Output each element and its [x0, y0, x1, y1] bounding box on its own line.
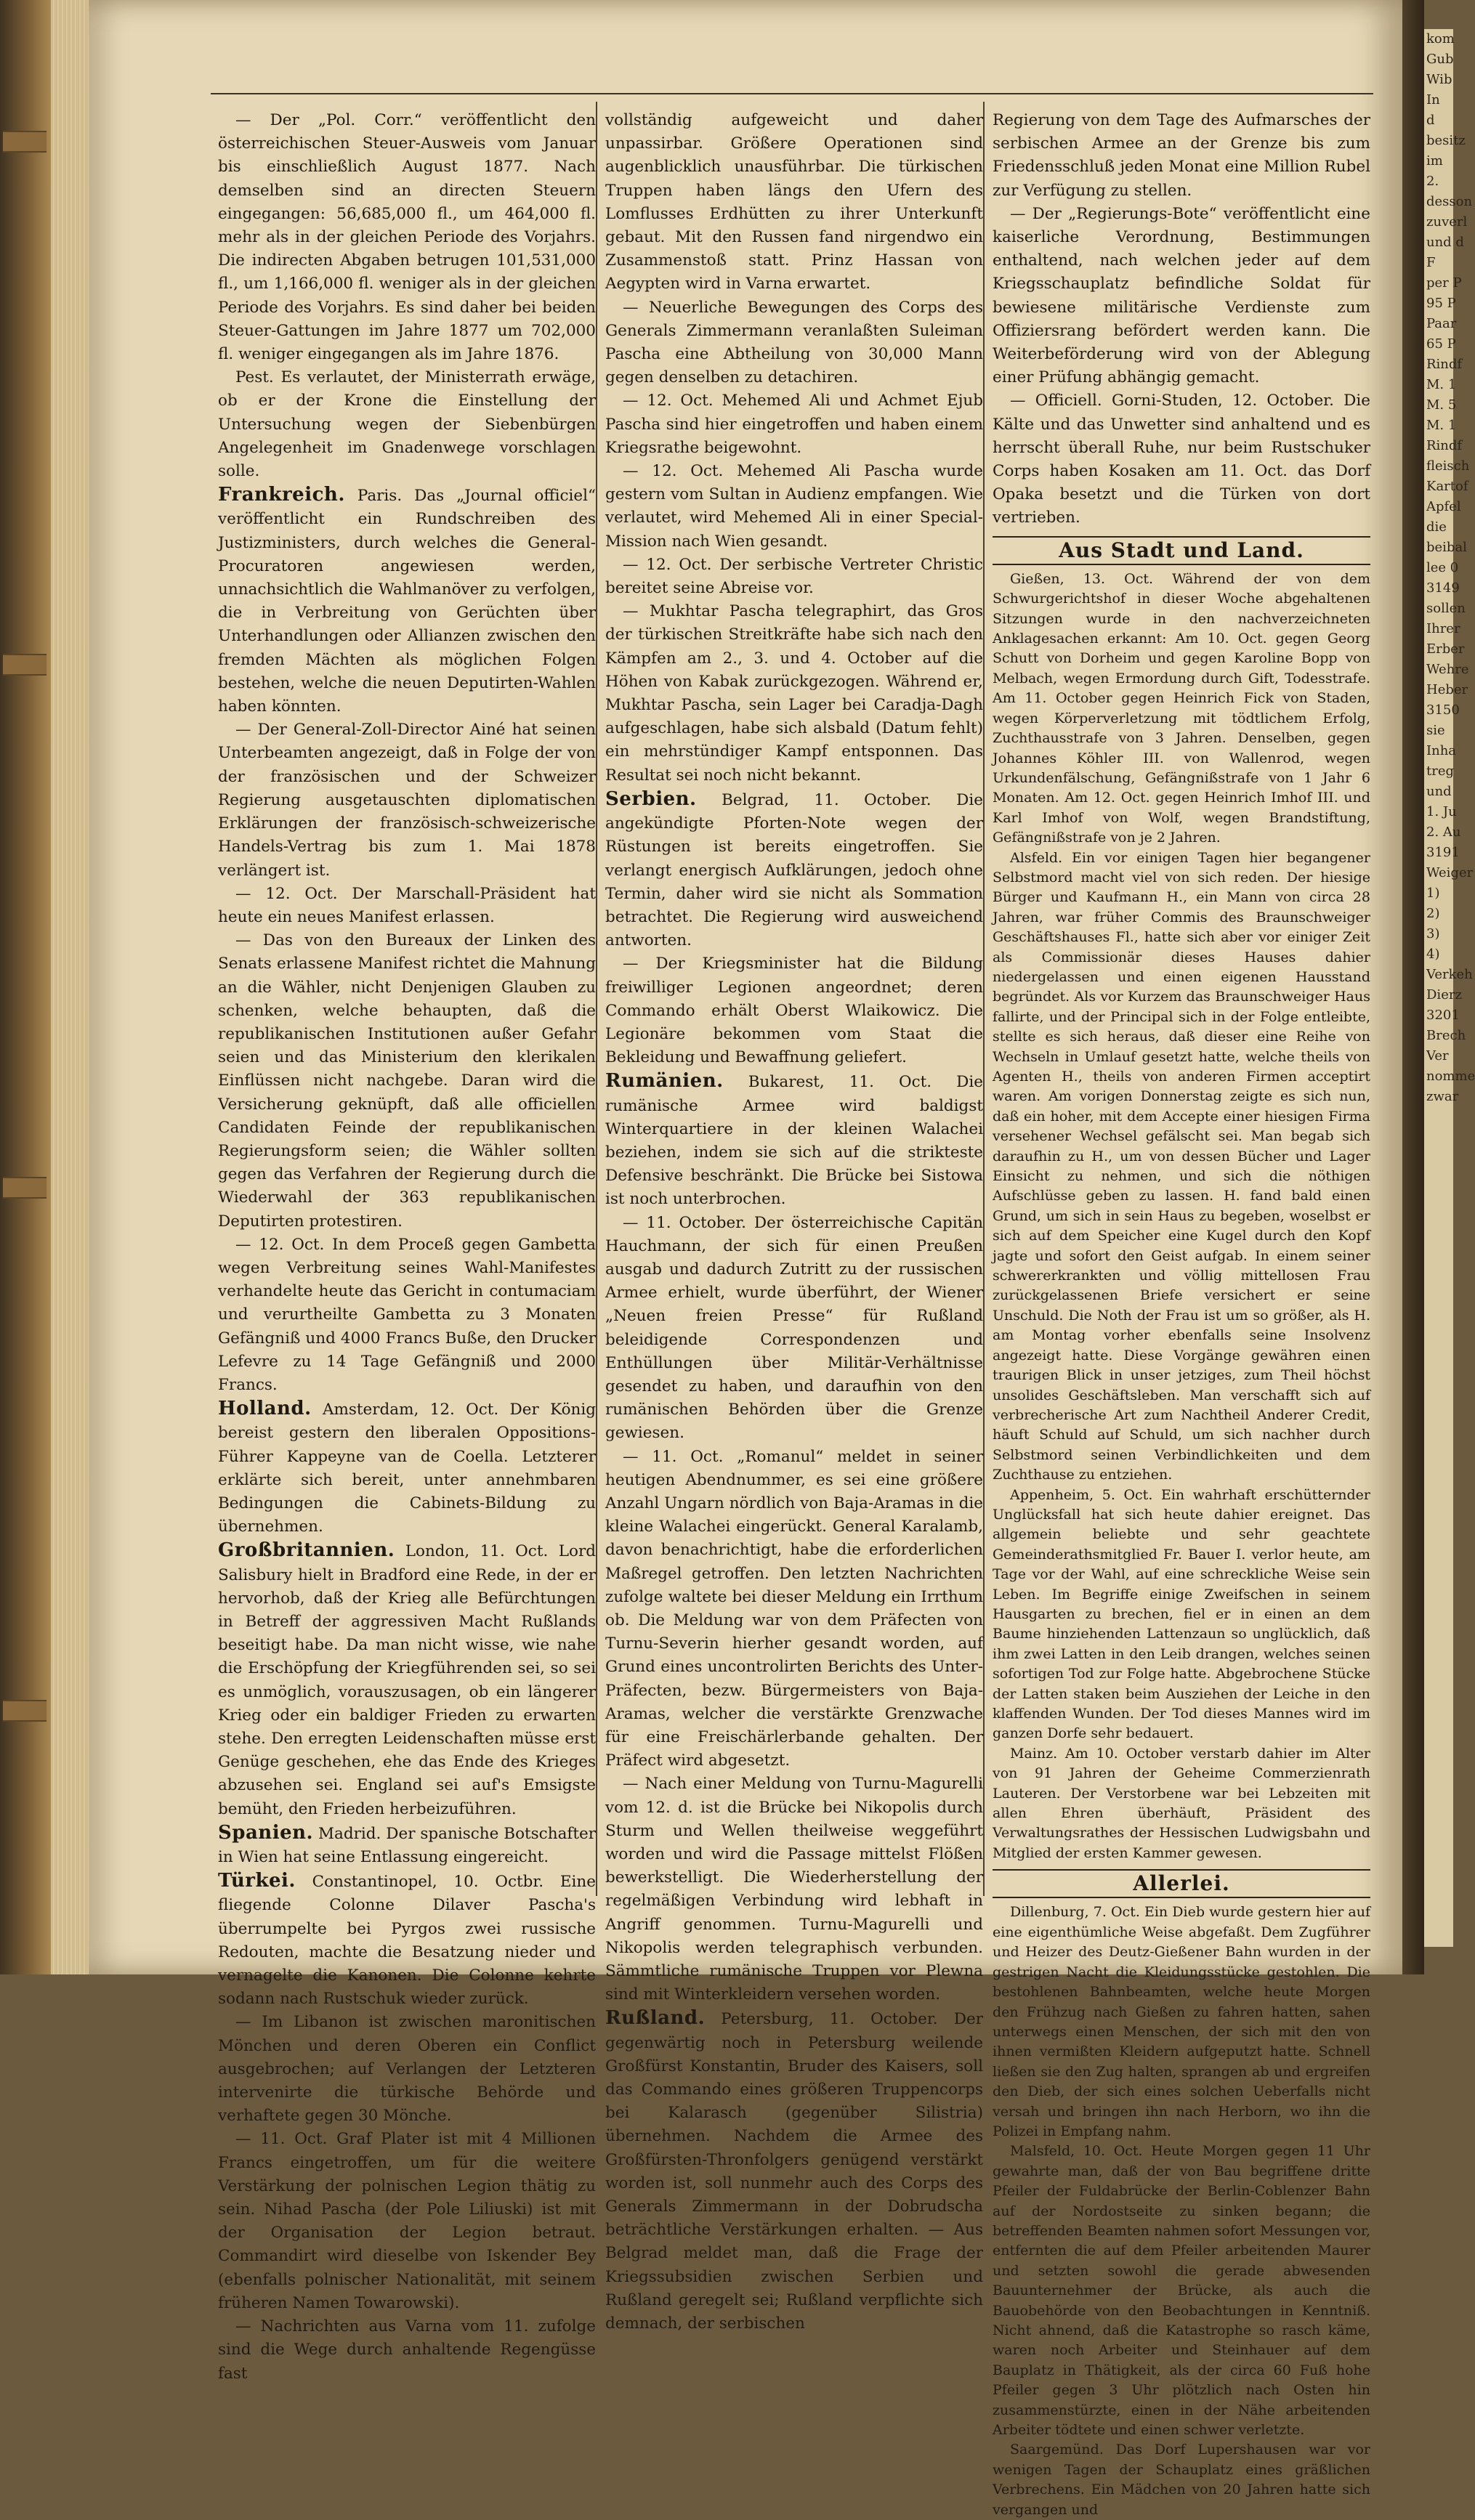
- page-fragment-text: Rindf: [1426, 357, 1463, 372]
- paragraph: Saargemünd. Das Dorf Lupershausen war vor wenigen Tagen der Schauplatz eines gräßlichen Verbrechens. Ein Mädchen von 20 Jahren hatte sich vergangen und: [993, 2442, 1370, 2518]
- paragraph: — Im Libanon ist zwischen maronitischen Mönchen und deren Oberen ein Conflict ausgebrochen; auf Verlangen der Letzteren intervenirte die türkische Behörde und verhaftete gegen 30 Mönche.: [218, 2013, 596, 2126]
- paragraph: Dillenburg, 7. Oct. Ein Dieb wurde gestern hier auf eine eigenthümliche Weise abgefaßt. Dem Zugführer und Heizer des Deutz-Gießener Bahn wurden in der gestrigen Nacht die Kleidungsstücke gestohlen. Die bestohlenen Bahnbeamten, welche heute Morgen den Frühzug nach Gießen zu fahren hatten, sahen unterwegs einen Menschen, der sich mit den von ihnen vermißten Kleidern aufgeputzt hatte. Schnell ließen sie den Zug halten, sprangen ab und ergreifen den Dieb, der sich eines solchen Ueberfalls nicht versah und bringen ihn nach Herborn, wo ihn die Polizei in Empfang nahm.: [993, 1904, 1370, 2139]
- page-fragment-text: 4): [1426, 947, 1440, 962]
- binding-gutter: [1402, 0, 1424, 1974]
- country-heading: Frankreich.: [218, 484, 345, 506]
- page-fragment-text: M. 1: [1426, 377, 1457, 392]
- page-fragment-text: 3191: [1426, 845, 1460, 860]
- page-fragment-text: M. 1: [1426, 418, 1457, 433]
- column-rule: [983, 102, 985, 1896]
- page-fragment-text: desson: [1426, 194, 1473, 209]
- page-fragment-text: 2): [1426, 906, 1440, 921]
- paragraph: Constantinopel, 10. Octbr. Eine fliegende Colonne Dilaver Pascha's überrumpelte bei Pyrgos zwei russische Redouten, machte die Besatzung nieder und vernagelte die Kanonen. Die Colonne kehrte sodann nach Rustschuk wieder zurück.: [218, 1873, 596, 2009]
- page-fragment-text: Kartof: [1426, 479, 1468, 494]
- page-fragment-text: lee 0: [1426, 560, 1459, 575]
- page-fragment-text: 1): [1426, 886, 1440, 901]
- country-heading: Rumänien.: [605, 1070, 724, 1093]
- adjacent-page-fragment: [1424, 29, 1475, 1947]
- paragraph: — Das von den Bureaux der Linken des Senats erlassene Manifest richtet die Mahnung an die Wähler, nicht Denjenigen Glauben zu schenken, welche behaupten, daß die republikanischen Institutionen außer Gefahr seien und das Ministerium den klerikalen Einflüssen nicht nachgebe. Daran wird die Versicherung geknüpft, daß alle officiellen Candidaten Feinde der republikanischen Regierungsform seien; die Wähler sollten gegen das Verfahren der Regierung durch die Wiederwahl der 363 republikanischen Deputirten protestiren.: [218, 931, 596, 1231]
- paragraph: Bukarest, 11. Oct. Die rumänische Armee wird baldigst Winterquartiere in der kleinen Walachei beziehen, indem sie sich auf die strikteste Defensive beschränkt. Die Brücke bei Sistowa ist noch unterbrochen.: [605, 1073, 983, 1209]
- paragraph: vollständig aufgeweicht und daher unpassirbar. Größere Operationen sind augenblicklich unausführbar. Die türkischen Truppen haben längs den Ufern des Lomflusses Erdhütten zu ihrer Unterkunft gebaut. Mit den Russen fand nirgendwo ein Zusammenstoß statt. Prinz Hassan von Aegypten wird in Varna erwartet.: [605, 111, 983, 293]
- paragraph: Alsfeld. Ein vor einigen Tagen hier begangener Selbstmord macht viel von sich reden. Der hiesige Bürger und Kaufmann H., ein Mann von circa 28 Jahren, war früher Commis des Braunschweiger Geschäftshauses Fl., hatte sich aber vor einiger Zeit als Commissionär dieses Hauses dahier niedergelassen und einen eigenen Hausstand begründet. Als vor Kurzem das Braunschweiger Haus fallirte, und der Principal sich in der Folge entleibte, stellte es sich heraus, daß dieser eine Reihe von Wechseln in Umlauf gesetzt hatte, welche theils von Agenten H., theils von anderen Firmen acceptirt waren. Am vorigen Donnerstag zeigte es sich nun, daß ein hoher, mit dem Accepte einer hiesigen Firma versehener Wechsel gefälscht sei. Man begab sich daraufhin zu H., um von dessen Bücher und Lager Einsicht zu nehmen, und sich die nöthigen Aufschlüsse geben zu lassen. H. fand bald einen Grund, um sich in sein Haus zu begeben, woselbst er sich auf dem Speicher eine Kugel durch den Kopf jagte und sofort den Geist aufgab. In einem seiner schwererkrankten und völlig mittellosen Frau zurückgelassenen Briefe versichert er seine Unschuld. Die Noth der Frau ist um so größer, als H. am Montag vorher ebenfalls seine Insolvenz angezeigt hatte. Diese Vorgänge gewähren einen traurigen Blick in unser jetziges, zum Theil höchst unsolides Geschäftsleben. Man verschafft sich auf verbrecherische Art zum Nachtheil Anderer Credit, häuft Schuld auf Schuld, um sich nachher durch Selbstmord seinen Verbindlichkeiten und dem Zuchthause zu entziehen.: [993, 849, 1370, 1483]
- page-fragment-text: 3201: [1426, 1008, 1460, 1023]
- paragraph: — 12. Oct. Der serbische Vertreter Christic bereitet seine Abreise vor.: [605, 555, 983, 598]
- page-fragment-text: Verkeh: [1426, 967, 1473, 982]
- paragraph: Mainz. Am 10. October verstarb dahier im Alter von 91 Jahren der Geheime Commerzienrath Lauteren. Der Verstorbene war bei Lebzeiten mit allen Ehren überhäuft, Präsident des Verwaltungsrathes der Hessischen Ludwigsbahn und Mitglied der ersten Kammer gewesen.: [993, 1745, 1370, 1861]
- section-entry: [605, 2006, 983, 2335]
- column-rule: [596, 102, 597, 1896]
- page-fragment-text: 3150: [1426, 702, 1460, 718]
- country-heading: Großbritannien.: [218, 1539, 395, 1562]
- paragraph: — Nach einer Meldung von Turnu-Magurelli vom 12. d. ist die Brücke bei Nikopolis durch Sturm und Wellen theilweise weggeführt worden und wird die Passage mittelst Flößen bewerkstelligt. Die Wiederherstellung der regelmäßigen Verbindung wird lebhaft in Angriff genommen. Turnu-Magurelli und Nikopolis werden telegraphisch verbunden. Sämmtliche rumänische Truppen vor Plewna sind mit Winterkleidern versehen worden.: [605, 1775, 983, 2004]
- page-fragment-text: 95 P: [1426, 296, 1456, 311]
- header-rule: [211, 93, 1373, 94]
- column-2: [605, 109, 983, 2333]
- paragraph: Malsfeld, 10. Oct. Heute Morgen gegen 11 Uhr gewahrte man, daß der von Bau begriffene dritte Pfeiler der Fuldabrücke der Berlin-Coblenzer Bahn auf der Nordostseite zu sinken begann; die betreffenden Beamten nahmen sofort Messungen vor, entfernten die auf dem Pfeiler arbeitenden Maurer und setzten sowohl die gerade abwesenden Bauunternehmer der Brücke, als auch die Bauobehörde von den Beobachtungen in Kenntniß. Nicht ahnend, daß die Katastrophe so rasch käme, waren noch Arbeiter und Steinhauer auf dem Bauplatz in Thätigkeit, als der circa 60 Fuß hohe Pfeiler gegen 3 Uhr plötzlich nach Osten hin zusammenstürzte, einen in der Nähe arbeitenden Arbeiter tödtete und einen schwer verletzte.: [993, 2143, 1370, 2439]
- paragraph: — Neuerliche Bewegungen des Corps des Generals Zimmermann veranlaßten Suleiman Pascha eine Abtheilung von 30,000 Mann gegen denselben zu detachiren.: [605, 298, 983, 387]
- paragraph: — Mukhtar Pascha telegraphirt, das Gros der türkischen Streitkräfte habe sich nach den Kämpfen am 2., 3. und 4. October auf die Höhen von Kabak zurückgezogen. Während er, Mukhtar Pascha, sein Lager bei Caradja-Dagh aufgeschlagen, habe sich alsbald (Datum fehlt) ein mehrstündiger Kampf entsponnen. Das Resultat sei noch nicht bekannt.: [605, 602, 983, 785]
- paragraph: Madrid. Der spanische Botschafter in Wien hat seine Entlassung eingereicht.: [218, 1824, 596, 1867]
- page-fragment-text: Inha: [1426, 743, 1457, 758]
- country-heading: Spanien.: [218, 1821, 314, 1844]
- book-spine: [0, 0, 51, 1974]
- paragraph: — Der General-Zoll-Director Ainé hat seinen Unterbeamten angezeigt, daß in Folge der von der französischen und der Schweizer Regierung ausgetauschten diplomatischen Erklärungen der französisch-schweizerische Handels-Vertrag bis zum 1. Mai 1878 verlängert ist.: [218, 721, 596, 880]
- column-3: [993, 109, 1370, 2518]
- paragraph: Belgrad, 11. October. Die angekündigte Pforten-Note wegen der Rüstungen ist bereits eingetroffen. Sie verlangt energisch Aufklärungen, jedoch ohne Termin, daher wird sie nicht als Sommation betrachtet. Die Regierung wird ausweichend antworten.: [605, 790, 983, 950]
- page-fragment-text: 1. Ju: [1426, 804, 1457, 819]
- page-fragment-text: Erber: [1426, 641, 1465, 657]
- page-fragment-text: und d: [1426, 235, 1464, 250]
- page-fragment-text: Wehre: [1426, 662, 1469, 677]
- page-fragment-text: Wib: [1426, 72, 1452, 87]
- page-fragment-text: zwar: [1426, 1089, 1459, 1104]
- page-fragment-text: fleisch: [1426, 458, 1470, 474]
- section-entry: [218, 483, 596, 718]
- page-fragment-text: nomme: [1426, 1069, 1475, 1084]
- page-fragment-text: sollen: [1426, 601, 1466, 616]
- page-fragment-text: die: [1426, 519, 1447, 535]
- section-heading: Allerlei.: [993, 1869, 1370, 1898]
- section-entry: [605, 1069, 983, 1211]
- page-fragment-text: 3): [1426, 926, 1440, 941]
- page-fragment-text: Weiger: [1426, 865, 1474, 880]
- paragraph: Pest. Es verlautet, der Ministerrath erwäge, ob er der Krone die Einstellung der Untersuchung wegen der Siebenbürgen Angelegenheit im Gnadenwege vorschlagen solle.: [218, 368, 596, 481]
- section-entry: [605, 787, 983, 952]
- section-entry: [218, 1821, 596, 1869]
- page-fragment-text: Brech: [1426, 1028, 1466, 1043]
- page-fragment-text: 3149: [1426, 580, 1460, 596]
- section-entry: [218, 1397, 596, 1539]
- column-1: [218, 109, 596, 2383]
- page-fragment-text: Heber: [1426, 682, 1468, 697]
- page-fragment-text: Rindf: [1426, 438, 1463, 453]
- page-fragment-text: sie: [1426, 723, 1445, 738]
- paragraph: — Nachrichten aus Varna vom 11. zufolge sind die Wege durch anhaltende Regengüsse fast: [218, 2317, 596, 2383]
- paragraph: Regierung von dem Tage des Aufmarsches der serbischen Armee an der Grenze bis zum Friedensschluß jeden Monat eine Million Rubel zur Verfügung zu stellen.: [993, 111, 1370, 200]
- country-heading: Türkei.: [218, 1870, 296, 1892]
- paragraph: — 12. Oct. In dem Proceß gegen Gambetta wegen Verbreitung seines Wahl-Manifestes verhandelte heute das Gericht in contumaciam und verurtheilte Gambetta zu 3 Monaten Gefängniß und 4000 Francs Buße, den Drucker Lefevre zu 14 Tage Gefängniß und 2000 Francs.: [218, 1235, 596, 1394]
- section-entry: [218, 1539, 596, 1820]
- country-heading: Rußland.: [605, 2007, 706, 2030]
- page-fragment-text: M. 5: [1426, 397, 1457, 413]
- paragraph: — Officiell. Gorni-Studen, 12. October. Die Kälte und das Unwetter sind anhaltend und es herrscht überall Ruhe, nur beim Rustschuker Corps haben Kosaken am 11. Oct. das Dorf Opaka besetzt und die Türken von dort vertrieben.: [993, 392, 1370, 527]
- paragraph: — Der Kriegsminister hat die Bildung freiwilliger Legionen angeordnet; deren Commando erhält Oberst Wlaikowicz. Die Legionäre bekommen vom Staat die Bekleidung und Bewaffnung geliefert.: [605, 955, 983, 1067]
- paragraph: — 11. Oct. Graf Plater ist mit 4 Millionen Francs eingetroffen, um für die weitere Verstärkung der polnischen Legion thätig zu sein. Nihad Pascha (der Pole Liliuski) ist mit der Organisation der Legion betraut. Commandirt wird dieselbe von Iskender Bey (ebenfalls polnischer Nationalität, mit seinem früheren Namen Towarowski).: [218, 2130, 596, 2312]
- paragraph: Petersburg, 11. October. Der gegenwärtig noch in Petersburg weilende Großfürst Konstantin, Bruder des Kaisers, soll das Commando eines größeren Truppencorps bei Kalarasch (gegenüber Silistria) übernehmen. Nachdem die Armee des Großfürsten-Thronfolgers genügend verstärkt worden ist, soll nunmehr auch des Corps des Generals Zimmermann in der Dobrudscha beträchtliche Verstärkungen erhalten. — Aus Belgrad meldet man, daß die Frage der Kriegssubsidien zwischen Serbien und Rußland geregelt sei; Rußland verpflichte sich demnach, der serbischen: [605, 2010, 983, 2333]
- page-fragment-text: Dierz: [1426, 987, 1462, 1002]
- page-fragment-text: Ver: [1426, 1048, 1449, 1063]
- page-fragment-text: d: [1426, 113, 1435, 128]
- paragraph: Amsterdam, 12. Oct. Der König bereist gestern den liberalen Oppositions-Führer Kappeyne van de Coella. Letzterer erklärte sich bereit, unter annehmbaren Bedingungen die Cabinets-Bildung zu übernehmen.: [218, 1401, 596, 1536]
- page-fragment-text: besitz: [1426, 133, 1466, 148]
- page-fragment-text: 2. Au: [1426, 825, 1461, 840]
- page-fragment-text: 2.: [1426, 174, 1439, 189]
- page-fragment-text: per P: [1426, 275, 1462, 291]
- paragraph: — 12. Oct. Der Marschall-Präsident hat heute ein neues Manifest erlassen.: [218, 884, 596, 926]
- page-edges: [51, 0, 89, 1974]
- paragraph: — 12. Oct. Mehemed Ali Pascha wurde gestern vom Sultan in Audienz empfangen. Wie verlautet, wird Mehemed Ali in einer Special-Mission nach Wien gesandt.: [605, 462, 983, 551]
- page-fragment-text: 65 P: [1426, 336, 1456, 352]
- page-fragment-text: F: [1426, 255, 1436, 270]
- page-fragment-text: zuverl: [1426, 214, 1468, 230]
- page-fragment-text: treg: [1426, 763, 1455, 779]
- page-fragment-text: und: [1426, 784, 1452, 799]
- paragraph: Paris. Das „Journal officiel“ veröffentlicht ein Rundschreiben des Justizministers, durch welches die General-Procuratoren angewiesen werden, unnachsichtlich die Wahlmanöver zu verfolgen, die in Verbreitung von Gerüchten über Unterhandlungen oder Allianzen zwischen den fremden Mächten als möglichen Folgen bestehen, welche die neuen Deputirten-Wahlen haben könnten.: [218, 487, 596, 716]
- page-fragment-text: im: [1426, 153, 1443, 169]
- paragraph: Appenheim, 5. Oct. Ein wahrhaft erschütternder Unglücksfall hat sich heute dahier ereignet. Das allgemein beliebte und sehr geachtete Gemeinderathsmitglied Fr. Bauer I. verlor heute, am Tage vor der Wahl, auf eine schreckliche Weise sein Leben. Im Begriffe einige Zweifschen in seinem Hausgarten zu brechen, fiel er in einen an dem Baume hinziehenden Lattenzaun so unglücklich, daß ihm zwei Latten in den Leib drangen, welches seinen sofortigen Tod zur Folge hatte. Abgebrochene Stücke der Latten staken beim Ausziehen der Leiche in den klaffenden Wunden. Der Tod dieses Mannes wird im ganzen Dorfe sehr bedauert.: [993, 1486, 1370, 1742]
- paragraph: London, 11. Oct. Lord Salisbury hielt in Bradford eine Rede, in der er hervorhob, daß der Krieg alle Befürchtungen in Betreff der aggressiven Macht Rußlands beseitigt habe. Da man nicht wisse, wie nahe die Erschöpfung der Kriegführenden sei, so sei es unmöglich, vorauszusagen, ob ein längerer Krieg oder ein baldiger Frieden zu erwarten stehe. Den erregten Leidenschaften müsse erst Genüge geschehen, ehe das Ende des Krieges abzusehen sei. England sei auf's Emsigste bemüht, den Frieden herbeizuführen.: [218, 1542, 596, 1818]
- page-fragment-text: Ihrer: [1426, 621, 1460, 636]
- page-fragment-text: beibal: [1426, 540, 1467, 555]
- section-heading: Aus Stadt und Land.: [993, 536, 1370, 565]
- paragraph: — 11. October. Der österreichische Capitän Hauchmann, der sich für einen Preußen ausgab und dadurch Zutritt zu der russischen Armee erhielt, wurde überführt, der Wiener „Neuen freien Presse“ für Rußland beleidigende Correspondenzen und Enthüllungen über Militär-Verhältnisse gesendet zu haben, und daraufhin von den rumänischen Behörden über die Grenze gewiesen.: [605, 1213, 983, 1443]
- page-fragment-text: Gub: [1426, 52, 1454, 67]
- paragraph: — Der „Pol. Corr.“ veröffentlicht den österreichischen Steuer-Ausweis vom Januar bis einschließlich August 1877. Nach demselben sind an directen Steuern eingegangen: 56,685,000 fl., um 464,000 fl. mehr als in der gleichen Periode des Vorjahrs. Die indirecten Abgaben betrugen 101,531,000 fl., um 1,166,000 fl. weniger als in der gleichen Periode des Vorjahrs. Es sind daher bei beiden Steuer-Gattungen im Jahre 1877 um 702,000 fl. weniger eingegangen als im Jahre 1876.: [218, 111, 596, 364]
- page-fragment-text: In: [1426, 92, 1440, 108]
- country-heading: Holland.: [218, 1398, 312, 1420]
- section-entry: [218, 1869, 596, 2011]
- paragraph: — 12. Oct. Mehemed Ali und Achmet Ejub Pascha sind hier eingetroffen und haben einem Kriegsrathe beigewohnt.: [605, 392, 983, 457]
- country-heading: Serbien.: [605, 787, 697, 810]
- paragraph: Gießen, 13. Oct. Während der von dem Schwurgerichtshof in dieser Woche abgehaltenen Sitzungen wurde in den nachverzeichneten Anklagesachen erkannt: Am 10. Oct. gegen Georg Schutt von Dorheim und gegen Karoline Bopp von Melbach, wegen Ermordung durch Gift, Todesstrafe. Am 11. October gegen Heinrich Fick von Staden, wegen Körperverletzung mit tödtlichem Erfolg, Zuchthausstrafe von 3 Jahren. Denselben, gegen Johannes Köhler III. von Wallenrod, wegen Urkundenfälschung, Gefängnißstrafe von 1 Jahr 6 Monaten. Am 12. Oct. gegen Heinrich Imhof III. und Karl Imhof von Wolf, wegen Brandstiftung, Gefängnißstrafe von je 2 Jahren.: [993, 570, 1370, 846]
- page-fragment-text: Paar: [1426, 316, 1457, 331]
- page-fragment-text: Apfel: [1426, 499, 1461, 514]
- paragraph: — 11. Oct. „Romanul“ meldet in seiner heutigen Abendnummer, es sei eine größere Anzahl Ungarn nördlich von Baja-Aramas in die kleine Walachei eingerückt. General Karalamb, davon benachrichtigt, habe die erforderlichen Maßregel getroffen. Den letzten Nachrichten zufolge waltete bei dieser Meldung ein Irrthum ob. Die Meldung war von dem Präfecten von Turnu-Severin hierher gesandt worden, auf Grund eines uncontrolirten Berichts des Unter-Präfecten, bezw. Bürgermeisters von Baja-Aramas, welcher die verstärkte Grenzwache für eine Freischärlerbande gehalten. Der Präfect wird abgesetzt.: [605, 1447, 983, 1770]
- page-fragment-text: kom: [1426, 31, 1455, 46]
- paragraph: — Der „Regierungs-Bote“ veröffentlicht eine kaiserliche Verordnung, Bestimmungen enthaltend, nach welchen jeder auf dem Kriegsschauplatz befindliche Soldat für bewiesene militärische Verdienste zum Offiziersrang befördert werden kann. Die Weiterbeförderung wird von der Ablegung einer Prüfung abhängig gemacht.: [993, 204, 1370, 387]
